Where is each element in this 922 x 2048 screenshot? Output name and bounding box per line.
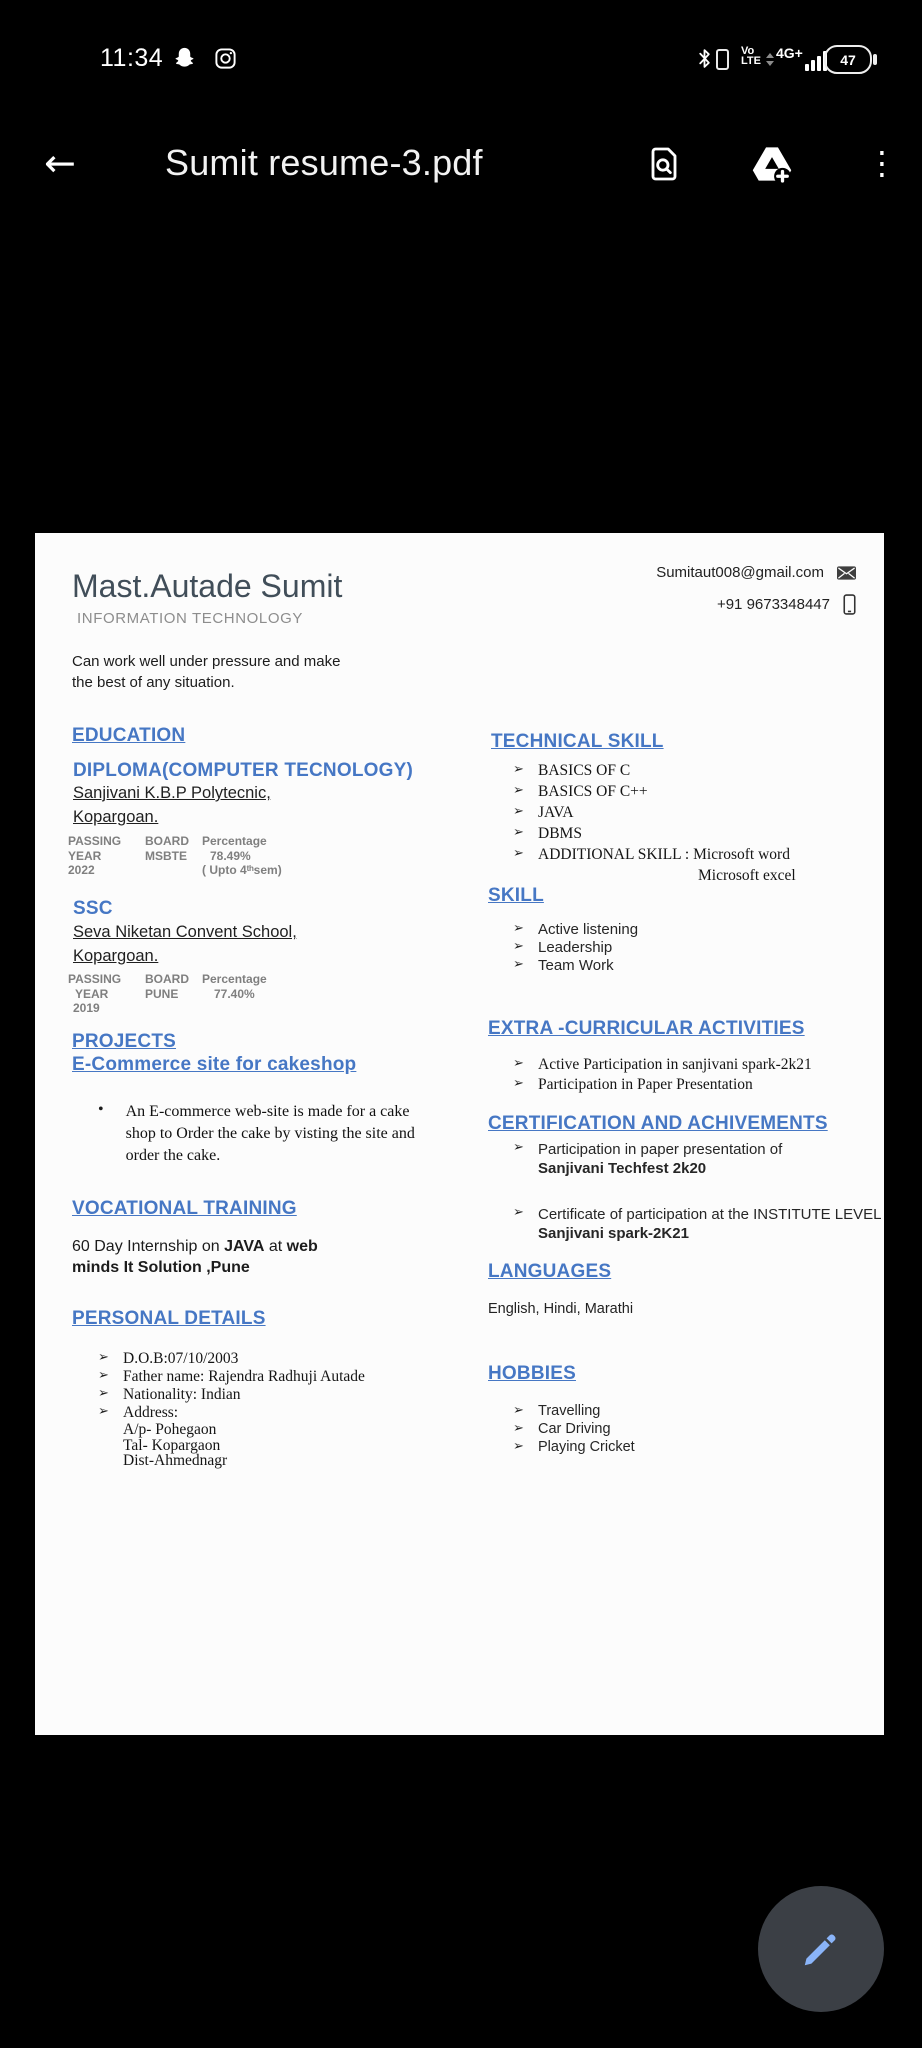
arrow-bullet-icon: ➢: [513, 804, 524, 819]
certification-text: Certificate of participation at the INSTITUTE LEVEL: [538, 1206, 881, 1223]
arrow-bullet-icon: ➢: [98, 1368, 109, 1383]
personal-item: ➢ Address:: [98, 1404, 179, 1421]
network-type-label: 4G+: [776, 45, 803, 61]
project-bullet: [98, 1101, 438, 1167]
battery-indicator: [824, 45, 872, 74]
technical-skill-item: ➢ BASICS OF C++: [513, 783, 648, 800]
arrow-bullet-icon: ➢: [98, 1404, 109, 1419]
find-in-document-button[interactable]: [644, 143, 684, 185]
resume-summary: [72, 651, 340, 693]
data-activity-arrows-icon: [766, 53, 774, 66]
contact-phone-row: [717, 594, 856, 615]
table-cell: 78.49%: [210, 848, 251, 863]
personal-item: ➢ D.O.B:07/10/2003: [98, 1350, 239, 1367]
arrow-bullet-icon: ➢: [513, 1421, 524, 1436]
status-bar: [0, 42, 922, 76]
volte-text-top: Vo: [741, 45, 755, 57]
projects-subheading: E-Commerce site for cakeshop: [72, 1054, 357, 1075]
address-line: Dist-Ahmednagr: [123, 1452, 228, 1469]
pdf-page[interactable]: [35, 533, 884, 1735]
instagram-icon: [214, 47, 237, 70]
personal-details-heading: PERSONAL DETAILS: [72, 1308, 266, 1329]
arrow-bullet-icon: ➢: [513, 957, 524, 972]
address-lines: [123, 1422, 227, 1469]
edit-fab-button[interactable]: [758, 1886, 884, 2012]
resume-name: Mast.Autade Sumit: [72, 568, 343, 604]
bluetooth-icon: [697, 47, 712, 70]
hobbies-heading: HOBBIES: [488, 1363, 576, 1384]
diploma-title: DIPLOMA(COMPUTER TECNOLOGY): [73, 760, 413, 781]
languages-text: English, Hindi, Marathi: [488, 1301, 634, 1317]
arrow-bullet-icon: ➢: [513, 921, 524, 936]
table-cell: PASSING: [68, 834, 122, 848]
snapchat-icon: [172, 45, 197, 71]
skill-item: ➢ Leadership: [513, 939, 613, 956]
table-cell: Percentage: [202, 834, 267, 848]
contact-email-row: [656, 564, 856, 581]
table-cell: [145, 1001, 202, 1016]
certification-item: [513, 1140, 883, 1178]
email-text: Sumitaut008@gmail.com: [656, 564, 824, 581]
table-cell: BOARD: [145, 972, 189, 986]
table-cell: ( Upto 4ᵗʰsem): [202, 863, 282, 877]
ssc-table: [68, 972, 337, 1016]
ssc-school-line1: Seva Niketan Convent School,: [73, 923, 297, 941]
table-cell: [202, 1001, 337, 1016]
volte-icon: [741, 46, 761, 66]
arrow-bullet-icon: ➢: [513, 1403, 524, 1418]
table-cell: 2022: [68, 863, 95, 877]
languages-heading: LANGUAGES: [488, 1261, 612, 1282]
cellular-signal-icon: [766, 45, 827, 71]
technical-skill-additional-line2: Microsoft excel: [698, 867, 796, 884]
arrow-bullet-icon: ➢: [513, 1205, 524, 1220]
vocational-heading: VOCATIONAL TRAINING: [72, 1198, 297, 1219]
resume-field: INFORMATION TECHNOLOGY: [77, 610, 303, 627]
vocational-bold-part2: web minds It Solution ,Pune: [72, 1238, 318, 1276]
table-cell: 77.40%: [214, 986, 255, 1001]
vocational-text: [72, 1236, 336, 1278]
extra-curricular-heading: EXTRA -CURRICULAR ACTIVITIES: [488, 1018, 805, 1039]
diploma-school-line2: Kopargoan.: [73, 808, 159, 826]
pdf-viewer-toolbar: [0, 132, 922, 194]
email-icon: [837, 566, 856, 580]
extra-curricular-item: ➢ Participation in Paper Presentation: [513, 1076, 753, 1093]
table-cell: PASSING: [68, 972, 122, 986]
table-cell: [145, 863, 202, 878]
battery-nub: [873, 54, 877, 65]
hobby-item: ➢ Car Driving: [513, 1421, 611, 1437]
certification-text: Participation in paper presentation of: [538, 1141, 783, 1158]
skill-item: ➢ Active listening: [513, 921, 639, 938]
arrow-bullet-icon: ➢: [513, 1056, 524, 1071]
document-title: Sumit resume-3.pdf: [165, 142, 483, 183]
technical-skill-item: ➢ ADDITIONAL SKILL : Microsoft word: [513, 846, 790, 863]
technical-skill-item: ➢ DBMS: [513, 825, 582, 842]
arrow-bullet-icon: ➢: [513, 1140, 524, 1155]
arrow-bullet-icon: ➢: [513, 1076, 524, 1091]
diploma-school-line1: Sanjivani K.B.P Polytecnic,: [73, 784, 271, 802]
pencil-icon: [797, 1925, 845, 1973]
arrow-bullet-icon: ➢: [513, 846, 524, 861]
arrow-bullet-icon: ➢: [98, 1386, 109, 1401]
vocational-text-part1: 60 Day Internship on: [72, 1238, 225, 1255]
connected-device-battery-icon: [716, 49, 729, 70]
technical-skill-item: ➢ JAVA: [513, 804, 574, 821]
table-cell: YEAR: [75, 986, 109, 1001]
overflow-menu-button[interactable]: ⋮: [866, 144, 898, 182]
diploma-table: [68, 834, 337, 878]
address-line: Tal- Kopargaon: [123, 1436, 221, 1454]
ssc-school-line2: Kopargoan.: [73, 947, 159, 965]
add-to-drive-button[interactable]: [751, 143, 793, 185]
phone-text: +91 9673348447: [716, 596, 830, 613]
personal-item: ➢ Nationality: Indian: [98, 1386, 241, 1403]
summary-line-2: the best of any situation.: [72, 674, 235, 691]
table-cell: YEAR: [68, 848, 102, 863]
extra-curricular-item: ➢ Active Participation in sanjivani spark-2k21: [513, 1056, 812, 1073]
summary-line-1: Can work well under pressure and make: [72, 653, 341, 670]
arrow-bullet-icon: ➢: [513, 783, 524, 798]
arrow-bullet-icon: ➢: [513, 939, 524, 954]
table-cell: PUNE: [145, 986, 179, 1001]
hobby-item: ➢ Travelling: [513, 1403, 601, 1419]
skill-item: ➢ Team Work: [513, 957, 614, 974]
skill-heading: SKILL: [488, 885, 544, 906]
technical-skill-item: ➢ BASICS OF C: [513, 762, 631, 779]
vocational-text-part2: at: [264, 1238, 287, 1255]
certification-bold: Sanjivani spark-2K21: [538, 1225, 689, 1242]
hobby-item: ➢ Playing Cricket: [513, 1439, 635, 1455]
projects-heading: PROJECTS: [72, 1031, 177, 1052]
volte-text-bottom: LTE: [741, 55, 761, 67]
vocational-bold-part1: JAVA: [224, 1238, 265, 1255]
address-line: A/p- Pohegaon: [123, 1421, 217, 1438]
table-cell: Percentage: [202, 972, 267, 986]
table-cell: MSBTE: [145, 848, 187, 863]
personal-item: ➢ Father name: Rajendra Radhuji Autade: [98, 1368, 365, 1385]
table-cell: BOARD: [145, 834, 189, 848]
dot-bullet-icon: •: [98, 1101, 104, 1118]
status-time: 11:34: [100, 44, 164, 72]
arrow-bullet-icon: ➢: [98, 1350, 109, 1365]
technical-skill-heading: TECHNICAL SKILL: [491, 731, 664, 752]
back-button[interactable]: ←: [44, 141, 76, 185]
arrow-bullet-icon: ➢: [513, 825, 524, 840]
certification-item: [513, 1205, 883, 1243]
project-description: An E-commerce web-site is made for a cake shop to Order the cake by visting the site and order the cake.: [125, 1103, 415, 1164]
arrow-bullet-icon: ➢: [513, 1439, 524, 1454]
certification-heading: CERTIFICATION AND ACHIVEMENTS: [488, 1113, 828, 1134]
certification-bold: Sanjivani Techfest 2k20: [538, 1160, 707, 1177]
table-cell: 2019: [73, 1001, 100, 1015]
ssc-heading: SSC: [73, 898, 113, 919]
arrow-bullet-icon: ➢: [513, 762, 524, 777]
phone-icon: [843, 594, 856, 615]
battery-percent: 47: [840, 51, 856, 68]
education-heading: EDUCATION: [72, 725, 186, 746]
